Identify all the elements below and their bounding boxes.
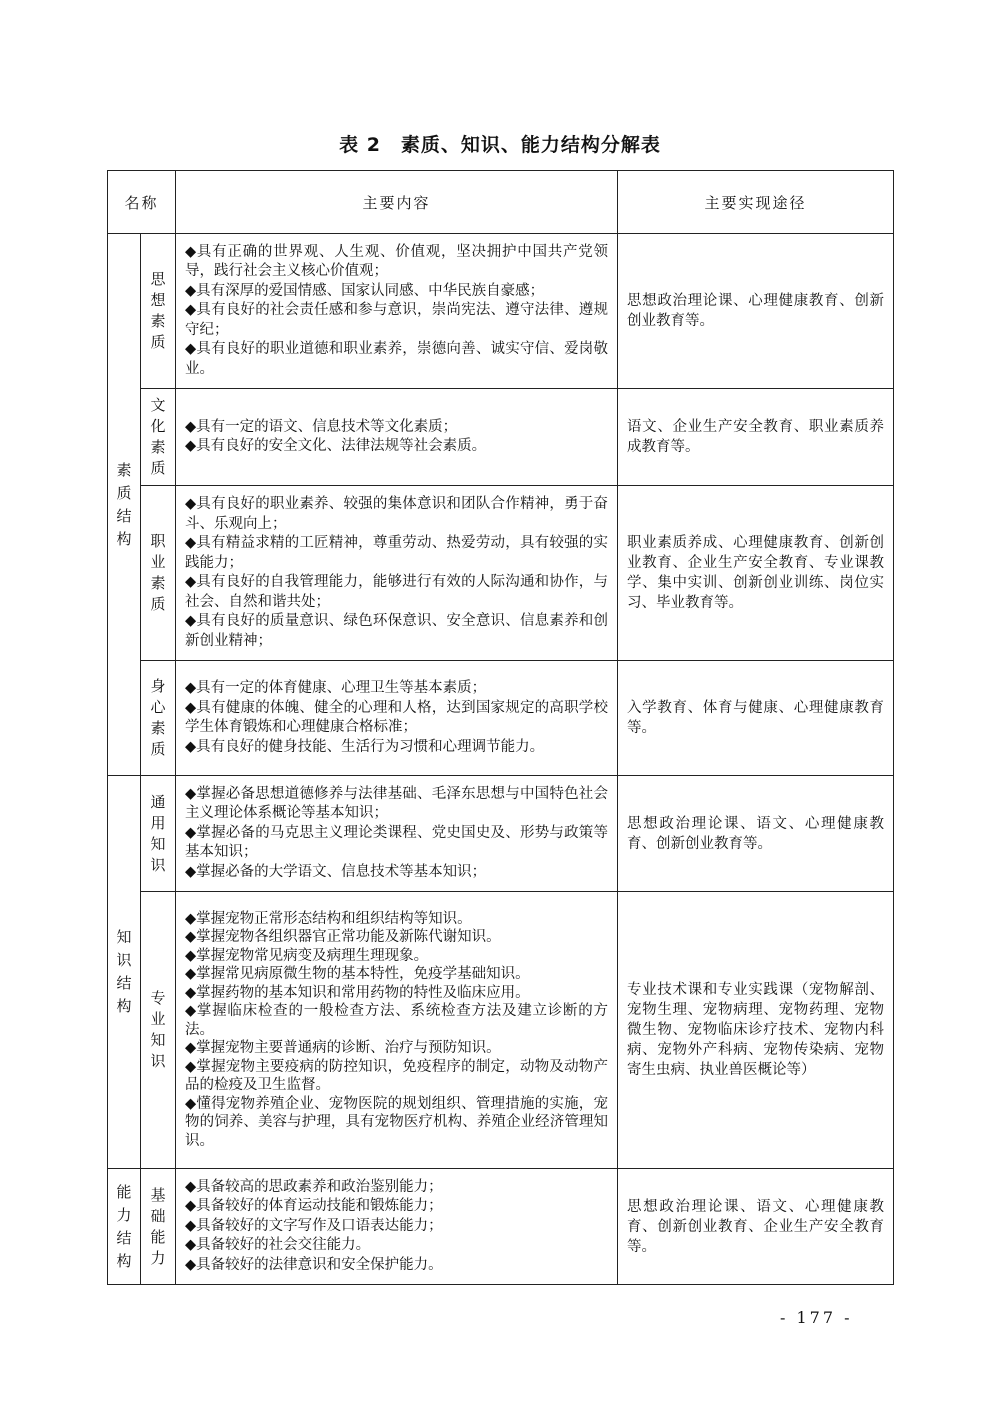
list-item: ◆具有精益求精的工匠精神，尊重劳动、热爱劳动，具有较强的实践能力； bbox=[185, 535, 609, 571]
path-cell: 思想政治理论课、心理健康教育、创新创业教育等。 bbox=[618, 234, 894, 389]
list-item: ◆具备较高的思政素养和政治鉴别能力； bbox=[185, 1178, 443, 1195]
list-item: ◆掌握宠物主要普通病的诊断、治疗与预防知识。 bbox=[185, 1040, 501, 1057]
content-cell bbox=[176, 1169, 618, 1285]
path-cell: 职业素质养成、心理健康教育、创新创业教育、企业生产安全教育、专业课教学、集中实训、创新创业训练、岗位实习、毕业教育等。 bbox=[618, 486, 894, 661]
page-number: - 177 - bbox=[780, 1308, 853, 1327]
list-item: ◆具备较好的文字写作及口语表达能力； bbox=[185, 1217, 443, 1234]
content-cell bbox=[176, 661, 618, 776]
subcategory-cell: 专业知识 bbox=[141, 892, 176, 1169]
list-item: ◆掌握宠物各组织器官正常功能及新陈代谢知识。 bbox=[185, 929, 501, 946]
content-cell bbox=[176, 389, 618, 486]
path-cell: 思想政治理论课、语文、心理健康教育、创新创业教育、企业生产安全教育等。 bbox=[618, 1169, 894, 1285]
list-item: ◆具有良好的职业素养、较强的集体意识和团队合作精神，勇于奋斗、乐观向上； bbox=[185, 496, 609, 532]
subcategory-cell: 基础能力 bbox=[141, 1169, 176, 1285]
content-cell bbox=[176, 234, 618, 389]
subcategory-cell: 思想素质 bbox=[141, 234, 176, 389]
path-cell: 专业技术课和专业实践课（宠物解剖、宠物生理、宠物病理、宠物药理、宠物微生物、宠物临床诊疗技术、宠物内科病、宠物外产科病、宠物传染病、宠物寄生虫病、执业兽医概论等） bbox=[618, 892, 894, 1169]
header-content: 主要内容 bbox=[176, 171, 618, 234]
list-item: ◆具有健康的体魄、健全的心理和人格，达到国家规定的高职学校学生体育锻炼和心理健康合格标准； bbox=[185, 699, 609, 735]
subcategory-cell: 文化素质 bbox=[141, 389, 176, 486]
structure-table bbox=[107, 170, 894, 1285]
category-cell: 能力结构 bbox=[108, 1169, 141, 1285]
path-cell: 语文、企业生产安全教育、职业素质养成教育等。 bbox=[618, 389, 894, 486]
list-item: ◆掌握必备的马克思主义理论类课程、党史国史及、形势与政策等基本知识； bbox=[185, 824, 609, 861]
path-cell: 思想政治理论课、语文、心理健康教育、创新创业教育等。 bbox=[618, 776, 894, 892]
content-cell bbox=[176, 486, 618, 661]
list-item: ◆具有良好的健身技能、生活行为习惯和心理调节能力。 bbox=[185, 738, 545, 755]
list-item: ◆具有一定的体育健康、心理卫生等基本素质； bbox=[185, 680, 487, 696]
list-item: ◆具有良好的质量意识、绿色环保意识、安全意识、信息素养和创新创业精神； bbox=[185, 613, 609, 649]
list-item: ◆具备较好的体育运动技能和锻炼能力； bbox=[185, 1198, 443, 1215]
list-item: ◆掌握必备思想道德修养与法律基础、毛泽东思想与中国特色社会主义理论体系概论等基本知识； bbox=[185, 785, 609, 822]
list-item: ◆掌握药物的基本知识和常用药物的特性及临床应用。 bbox=[185, 984, 530, 1001]
table-row bbox=[108, 892, 894, 1169]
table-title: 表 2 素质、知识、能力结构分解表 bbox=[339, 134, 661, 156]
table-row bbox=[108, 1169, 894, 1285]
list-item: ◆具有良好的社会责任感和参与意识，崇尚宪法、遵守法律、遵规守纪； bbox=[185, 302, 609, 338]
subcategory-cell: 身心素质 bbox=[141, 661, 176, 776]
list-item: ◆具有一定的语文、信息技术等文化素质； bbox=[185, 418, 458, 435]
list-item: ◆掌握常见病原微生物的基本特性，免疫学基础知识。 bbox=[185, 966, 530, 983]
subcategory-cell: 通用知识 bbox=[141, 776, 176, 892]
list-item: ◆掌握必备的大学语文、信息技术等基本知识； bbox=[185, 863, 487, 880]
table-row bbox=[108, 661, 894, 776]
path-cell: 入学教育、体育与健康、心理健康教育等。 bbox=[618, 661, 894, 776]
header-row bbox=[108, 171, 894, 234]
list-item: ◆懂得宠物养殖企业、宠物医院的规划组织、管理措施的实施，宠物的饲养、美容与护理，具有宠物医疗机构、养殖企业经济管理知识。 bbox=[185, 1095, 609, 1149]
list-item: ◆具有良好的自我管理能力，能够进行有效的人际沟通和协作，与社会、自然和谐共处； bbox=[185, 574, 609, 610]
table-row bbox=[108, 776, 894, 892]
subcategory-cell: 职业素质 bbox=[141, 486, 176, 661]
table-row bbox=[108, 234, 894, 389]
list-item: ◆掌握宠物常见病变及病理生理现象。 bbox=[185, 947, 429, 964]
header-name: 名称 bbox=[108, 171, 176, 234]
list-item: ◆掌握宠物正常形态结构和组织结构等知识。 bbox=[185, 910, 472, 927]
list-item: ◆具有深厚的爱国情感、国家认同感、中华民族自豪感； bbox=[185, 282, 545, 299]
list-item: ◆掌握临床检查的一般检查方法、系统检查方法及建立诊断的方法。 bbox=[185, 1003, 609, 1038]
category-cell: 素质结构 bbox=[108, 234, 141, 776]
content-cell bbox=[176, 892, 618, 1169]
list-item: ◆具备较好的法律意识和安全保护能力。 bbox=[185, 1256, 443, 1273]
list-item: ◆具有正确的世界观、人生观、价值观，坚决拥护中国共产党领导，践行社会主义核心价值观； bbox=[185, 243, 609, 280]
list-item: ◆具备较好的社会交往能力。 bbox=[185, 1237, 371, 1254]
header-path: 主要实现途径 bbox=[618, 171, 894, 234]
category-cell: 知识结构 bbox=[108, 776, 141, 1169]
table-row bbox=[108, 389, 894, 486]
list-item: ◆具有良好的安全文化、法律法规等社会素质。 bbox=[185, 438, 487, 454]
content-cell bbox=[176, 776, 618, 892]
table-row bbox=[108, 486, 894, 661]
list-item: ◆掌握宠物主要疫病的防控知识，免疫程序的制定，动物及动物产品的检疫及卫生监督。 bbox=[185, 1058, 609, 1094]
list-item: ◆具有良好的职业道德和职业素养，崇德向善、诚实守信、爱岗敬业。 bbox=[185, 341, 609, 377]
